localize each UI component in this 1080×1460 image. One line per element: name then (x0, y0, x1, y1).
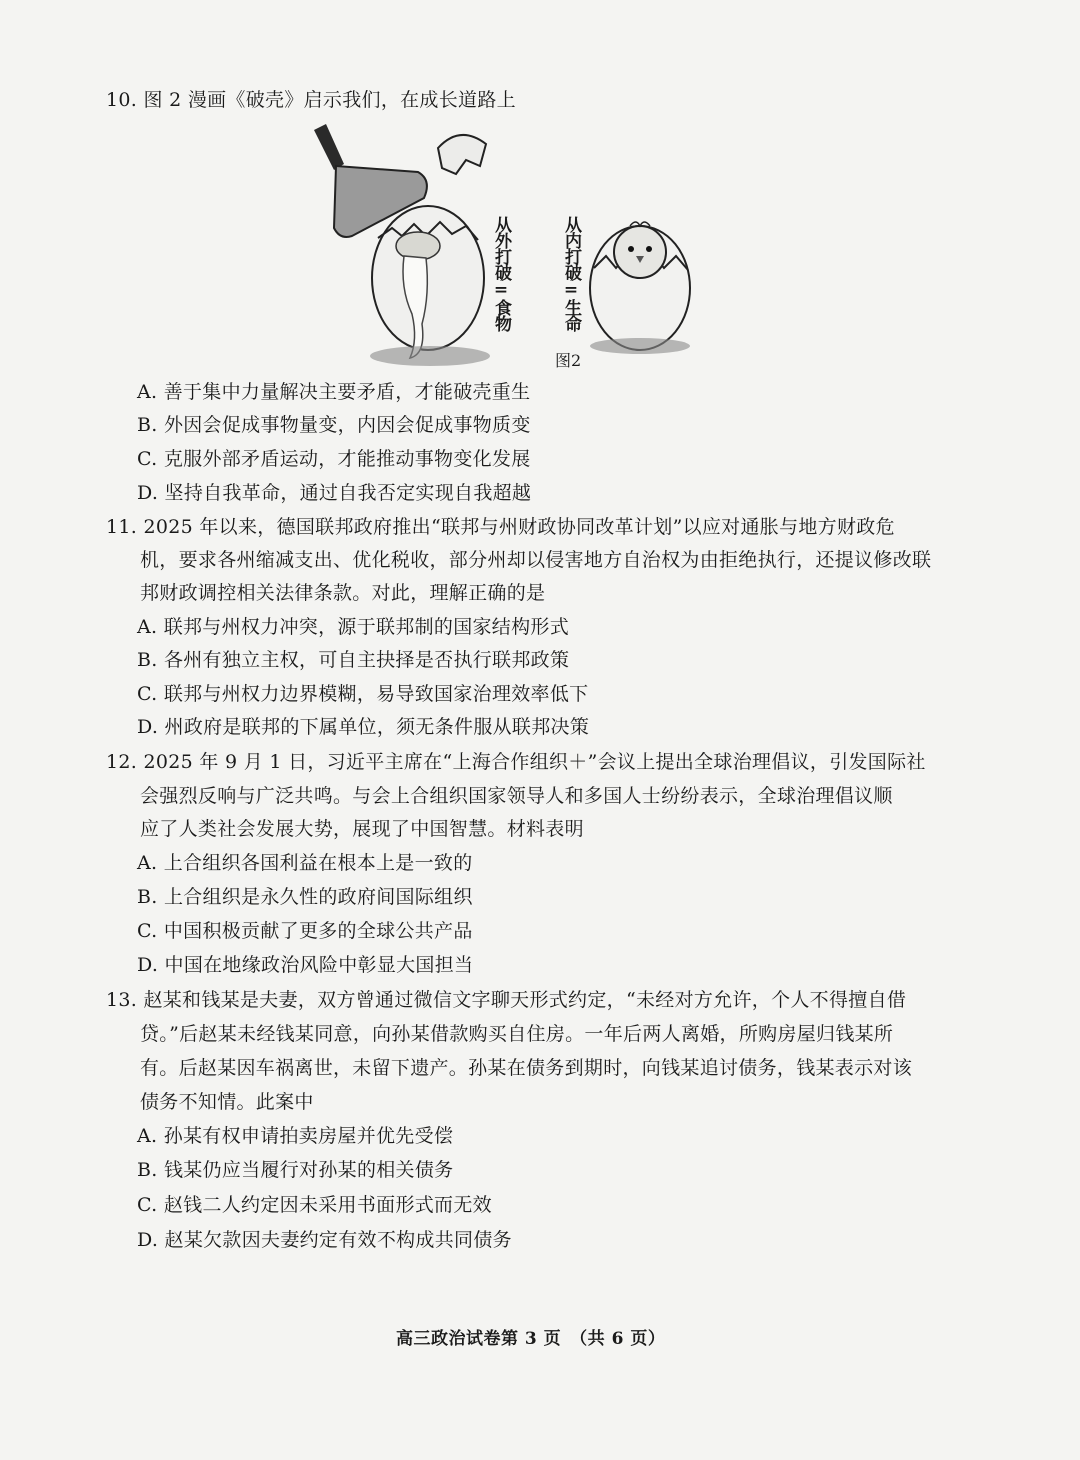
figure-2-cartoon (300, 118, 720, 380)
q13-stem-line: 贷。”后赵某未经钱某同意，向孙某借款购买自住房。一年后两人离婚，所购房屋归钱某所 (140, 1023, 894, 1045)
q12-stem-line: 会强烈反响与广泛共鸣。与会上合组织国家领导人和多国人士纷纷表示，全球治理倡议顺 (140, 785, 893, 807)
q10-stem: 10. 图 2 漫画《破壳》启示我们，在成长道路上 (106, 89, 516, 111)
q10-option-a: A. 善于集中力量解决主要矛盾，才能破壳重生 (137, 381, 531, 403)
q12-option-a: A. 上合组织各国利益在根本上是一致的 (137, 852, 473, 874)
figure-label-outside: 从外打破=食物 (491, 216, 511, 331)
q11-stem-line: 机，要求各州缩减支出、优化税收，部分州却以侵害地方自治权为由拒绝执行，还提议修改联 (140, 549, 932, 571)
q12-option-c: C. 中国积极贡献了更多的全球公共产品 (137, 920, 473, 942)
q11-option-c: C. 联邦与州权力边界模糊，易导致国家治理效率低下 (137, 683, 589, 705)
q11-option-d: D. 州政府是联邦的下属单位，须无条件服从联邦决策 (137, 716, 590, 738)
figure-caption: 图2 (555, 351, 582, 370)
q13-stem-line: 13. 赵某和钱某是夫妻，双方曾通过微信文字聊天形式约定，“未经对方允许，个人不得擅自借 (106, 989, 907, 1011)
hatching-chick-drawing (590, 222, 690, 354)
q12-stem-line: 应了人类社会发展大势，展现了中国智慧。材料表明 (140, 818, 584, 840)
q11-option-a: A. 联邦与州权力冲突，源于联邦制的国家结构形式 (137, 616, 570, 638)
q13-option-c: C. 赵钱二人约定因未采用书面形式而无效 (137, 1194, 492, 1216)
q13-option-a: A. 孙某有权申请拍卖房屋并优先受偿 (137, 1125, 454, 1147)
q10-option-d: D. 坚持自我革命，通过自我否定实现自我超越 (137, 482, 532, 504)
broken-egg-drawing (314, 124, 490, 366)
q13-option-d: D. 赵某欠款因夫妻约定有效不构成共同债务 (137, 1229, 512, 1251)
q13-stem-line: 有。后赵某因车祸离世，未留下遗产。孙某在债务到期时，向钱某追讨债务，钱某表示对该 (140, 1057, 913, 1079)
q12-option-d: D. 中国在地缘政治风险中彰显大国担当 (137, 954, 474, 976)
page-footer: 高三政治试卷第 3 页 （共 6 页） (396, 1329, 666, 1349)
q13-option-b: B. 钱某仍应当履行对孙某的相关债务 (137, 1159, 454, 1181)
q11-stem-line: 11. 2025 年以来，德国联邦政府推出“联邦与州财政协同改革计划”以应对通胀与地方财政危 (106, 516, 895, 538)
q10-option-b: B. 外因会促成事物量变，内因会促成事物质变 (137, 414, 531, 436)
figure-label-inside: 从内打破=生命 (561, 216, 581, 331)
q10-option-c: C. 克服外部矛盾运动，才能推动事物变化发展 (137, 448, 531, 470)
q11-option-b: B. 各州有独立主权，可自主抉择是否执行联邦政策 (137, 649, 570, 671)
q11-stem-line: 邦财政调控相关法律条款。对此，理解正确的是 (140, 582, 546, 604)
q12-option-b: B. 上合组织是永久性的政府间国际组织 (137, 886, 473, 908)
q12-stem-line: 12. 2025 年 9 月 1 日，习近平主席在“上海合作组织＋”会议上提出全球治理倡议，引发国际社 (106, 751, 926, 773)
q13-stem-line: 债务不知情。此案中 (140, 1091, 314, 1113)
